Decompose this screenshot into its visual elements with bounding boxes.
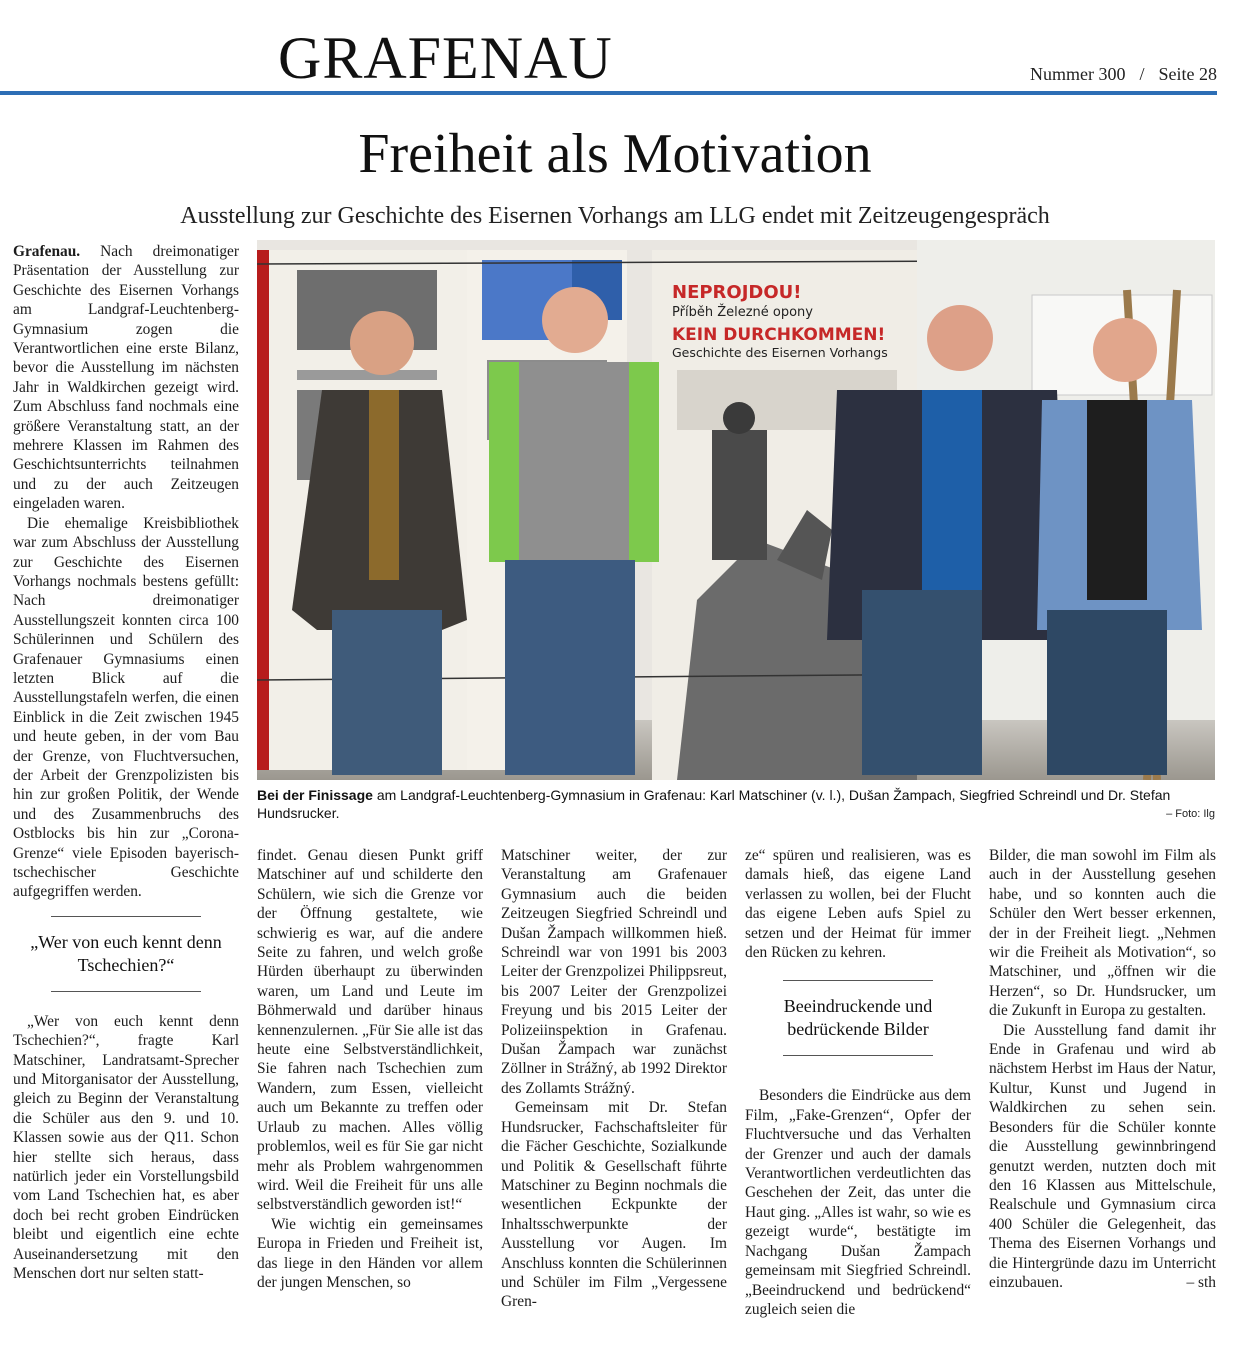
banner-line-4: Geschichte des Eisernen Vorhangs (672, 345, 888, 360)
issue-info (1030, 64, 1217, 85)
article-photo (257, 240, 1215, 780)
banner-line-1: NEPROJDOU! (672, 282, 802, 303)
paragraph: Besonders die Eindrücke aus dem Film, „Fake-Grenzen“, Opfer der Fluchtversuche und das Verhalten der Grenzer und auch der damals Verantwortlichen verdeutlichten das Geschehen der Zeit, das unter die Haut ging. „Alles ist wahr, so wie es gezeigt wurde“, bestätigte im Nachgang Dušan Žampach gemeinsam mit Siegfried Schreindl. „Beeindruckend und bedrückend“ zugleich seien die (745, 1087, 971, 1318)
photo-illustration (257, 240, 1215, 780)
column-2 (257, 846, 483, 1292)
divider (51, 991, 201, 992)
author-signoff: – sth (1186, 1273, 1216, 1291)
issue-number: Nummer 300 (1030, 64, 1126, 84)
divider (51, 916, 201, 917)
paragraph: „Wer von euch kennt denn Tschechien?“, fragte Karl Matschiner, Landratsamt-Sprecher und Mitorganisator der Ausstellung, gleich zu Beginn der Veranstaltung die Schüler aus den 9. und 10. Klassen sowie aus der Q11. Schon hier stellte sich heraus, dass natürlich jeder ein Vorstellungsbild vom Land Tschechien hat, es aber doch bei recht groben Eindrücken bleibt und eigentlich eine echte Auseinandersetzung mit den Menschen dort nur selten statt- (13, 1012, 239, 1283)
divider (783, 980, 933, 981)
paragraph: Gemeinsam mit Dr. Stefan Hundsrucker, Fachschaftsleiter für die Fächer Geschichte, Sozialkunde und Politik & Gesellschaft führte Matschiner zu Beginn nochmals die wesentlichen Eckpunkte der Inhaltsschwerpunkte der Ausstellung vor Augen. Im Anschluss konnten die Schülerinnen und Schüler im Film „Vergessene Gren- (501, 1099, 727, 1311)
paragraph: ze“ spüren und realisieren, was es damals hieß, das eigene Land verlassen zu wollen, bei der Flucht das eigene Leben aufs Spiel zu setzen und der Heimat für immer den Rücken zu kehren. (745, 847, 971, 962)
caption-lead: Bei der Finissage (257, 787, 373, 803)
banner-line-3: KEIN DURCHKOMMEN! (672, 325, 886, 345)
paragraph: Die ehemalige Kreisbibliothek war zum Abschluss der Ausstellung zur Geschichte des Eisernen Vorhangs nochmals bestens gefüllt: Nach dreimonatiger Ausstellungszeit konnten circa 100 Schülerinnen und Schülern des Grafenauer Gymnasiums einen letzten Blick auf die Ausstellungstafeln werfen, die einen Einblick in die Zeit zwischen 1945 und heute geben, in der vom Bau der Grenze, von Fluchtversuchen, der Arbeit der Grenzpolizisten bis hin zur großen Politik, der Wende und des Zusammenbruchs des Ostblocks bis hin zur „Corona-Grenze“ viele Episoden bayerisch-tschechischer Geschichte aufgegriffen werden. (13, 514, 239, 901)
column-1 (13, 242, 239, 1284)
paragraph: Bilder, die man sowohl im Film als auch in der Ausstellung gesehen habe, und so konnten auch die Schüler den Wert besser erkennen, der in der Freiheit liegt. „Nehmen wir die Freiheit als Motivation“, so Matschiner, und „öffnen wir die Herzen“, so Dr. Hundsrucker, um die Zukunft in Europa zu gestalten. (989, 847, 1216, 1020)
paragraph: Matschiner weiter, der zur Veranstaltung am Grafenauer Gymnasium auch die beiden Zeitzeugen Siegfried Schreindl und Dušan Žampach willkommen hieß. Schreindl war von 1991 bis 2003 Leiter der Grenzpolizei Philippsreut, bis 2007 Leiter der Grenzpolizei Freyung und bis 2015 Leiter der Polizeiinspektion in Grafenau. Dušan Žampach war zunächst Zöllner in Strážný, ab 1992 Direktor des Zollamts Strážný. (501, 847, 727, 1097)
paragraph: findet. Genau diesen Punkt griff Matschiner auf und schilderte den Schülern, wie sich die Grenze vor der Öffnung gestaltete, wie schwierig es war, auf die andere Seite zu fahren, und welch große Hürden überhaupt zu überwinden waren, um Land und Leute im Böhmerwald und darüber hinaus kennenzulernen. „Für Sie alle ist das heute eine Selbstverständlichkeit, Sie fahren nach Tschechien zum Wandern, zum Essen, vielleicht auch um Bekannte zu treffen oder Urlaub zu machen. Alles völlig problemlos, weil es für Sie gar nicht mehr als Problem wahrgenommen wird. Weil die Freiheit für uns alle selbstverständlich geworden ist!“ (257, 847, 483, 1214)
paragraph-text: Die Ausstellung fand damit ihr Ende in Grafenau und wird ab nächstem Herbst im Haus der Natur, Kultur, Kunst und Jugend in Waldkirchen zu sehen sein. Besonders für die Schüler konnte die Ausstellung gewinnbringend genutzt werden, nutzten doch mit den 16 Klassen aus Mittelschule, Realschule und Gymnasium circa 400 Schüler die Gelegenheit, das Thema des Eisernen Vorhangs und die Hintergründe dazu im Unterricht einzubauen. (989, 1021, 1216, 1291)
photo-caption (257, 786, 1215, 822)
paragraph (989, 1021, 1216, 1293)
intertitle: Beeindruckende und bedrückende Bilder (783, 996, 933, 1040)
page-number: Seite 28 (1158, 64, 1217, 84)
banner-line-2: Příběh Železné opony (672, 305, 813, 320)
header-rule (0, 91, 1217, 95)
caption-text: am Landgraf-Leuchtenberg-Gymnasium in Grafenau: Karl Matschiner (v. l.), Dušan Žampach, Siegfried Schreindl und Dr. Stefan Hundsrucker. (257, 787, 1171, 821)
column-4 (745, 846, 971, 1319)
subheadline: Ausstellung zur Geschichte des Eisernen Vorhangs am LLG endet mit Zeitzeugengespräch (180, 203, 1050, 229)
divider (783, 1055, 933, 1056)
headline: Freiheit als Motivation (358, 123, 872, 185)
column-5 (989, 846, 1216, 1292)
paragraph-text: Nach dreimonatiger Präsentation der Ausstellung zur Geschichte des Eisernen Vorhangs am Landgraf-Leuchtenberg-Gymnasium zogen die Verantwortlichen eine erste Bilanz, bevor die Ausstellung im nächsten Jahr in Waldkirchen gezeigt wird. Zum Abschluss fand nochmals eine größere Veranstaltung statt, an der mehrere Klassen im Rahmen des Geschichtsunterrichts teilnahmen und zu der auch Zeitzeugen eingeladen waren. (13, 243, 239, 513)
dateline: Grafenau. (13, 243, 81, 260)
issue-separator: / (1139, 64, 1145, 84)
photo-credit: – Foto: Ilg (1166, 808, 1215, 820)
column-3 (501, 846, 727, 1312)
intertitle: „Wer von euch kennt denn Tschechien?“ (30, 931, 222, 975)
masthead: GRAFENAU (278, 25, 613, 91)
paragraph (13, 242, 239, 514)
paragraph: Wie wichtig ein gemeinsames Europa in Frieden und Freiheit ist, das liege in den Händen vor allem der jungen Menschen, so (257, 1215, 483, 1291)
